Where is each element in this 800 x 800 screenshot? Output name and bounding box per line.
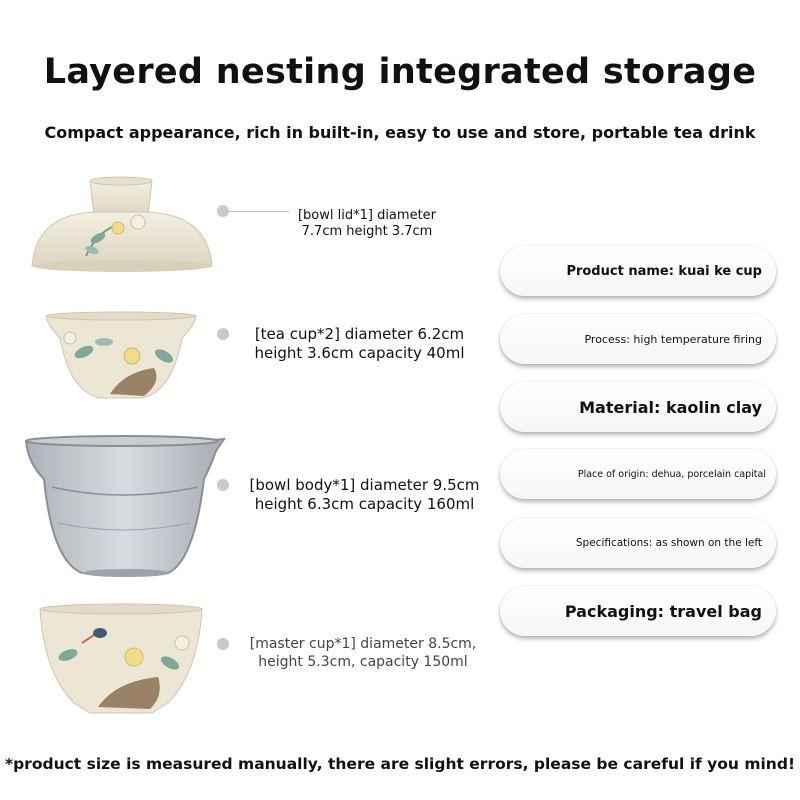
spec-specifications: Specifications: as shown on the left bbox=[575, 537, 762, 549]
spec-origin: Place of origin: dehua, porcelain capital bbox=[577, 468, 766, 480]
spec-product-name: Product name: kuai ke cup bbox=[566, 263, 762, 279]
disclaimer-footer: *product size is measured manually, there are slight errors, please be careful if you mind! bbox=[4, 755, 796, 773]
spec-pill-packaging bbox=[500, 586, 776, 636]
tea-cup-pointer-dot bbox=[217, 328, 229, 340]
bowl-body-pointer-dot bbox=[217, 479, 229, 491]
lid-pointer-dot bbox=[217, 205, 229, 217]
lid-spec-line1: [bowl lid*1] diameter bbox=[297, 208, 437, 223]
page-title: Layered nesting integrated storage bbox=[43, 52, 757, 92]
master-cup-spec-line2: height 5.3cm, capacity 150ml bbox=[258, 653, 468, 670]
spec-pill-material bbox=[500, 382, 776, 432]
master-cup-spec-line1: [master cup*1] diameter 8.5cm, bbox=[249, 636, 477, 652]
tea-cup-spec bbox=[232, 325, 487, 363]
spec-pill-specifications bbox=[500, 518, 776, 568]
bowl-lid-image bbox=[26, 176, 216, 276]
tea-cup-image bbox=[44, 312, 198, 402]
master-cup-spec bbox=[232, 636, 494, 671]
master-cup-pointer-dot bbox=[217, 638, 229, 650]
tea-cup-spec-line2: height 3.6cm capacity 40ml bbox=[254, 343, 465, 362]
bowl-body-spec-line1: [bowl body*1] diameter 9.5cm bbox=[249, 476, 480, 494]
bowl-body-spec-line2: height 6.3cm capacity 160ml bbox=[254, 494, 475, 513]
lid-spec bbox=[262, 208, 472, 241]
spec-pill-process bbox=[500, 314, 776, 364]
spec-pill-origin bbox=[500, 449, 776, 499]
spec-process: Process: high temperature firing bbox=[584, 332, 762, 346]
master-cup-image bbox=[38, 603, 204, 715]
bowl-body-image bbox=[22, 433, 226, 583]
bowl-body-spec bbox=[232, 476, 497, 514]
spec-material: Material: kaolin clay bbox=[579, 397, 762, 417]
tea-cup-spec-line1: [tea cup*2] diameter 6.2cm bbox=[254, 325, 465, 343]
page-subtitle: Compact appearance, rich in built-in, easy to use and store, portable tea drink bbox=[44, 123, 756, 142]
lid-spec-line2: 7.7cm height 3.7cm bbox=[301, 224, 433, 240]
spec-pill-product-name bbox=[500, 246, 776, 296]
spec-packaging: Packaging: travel bag bbox=[564, 601, 762, 621]
